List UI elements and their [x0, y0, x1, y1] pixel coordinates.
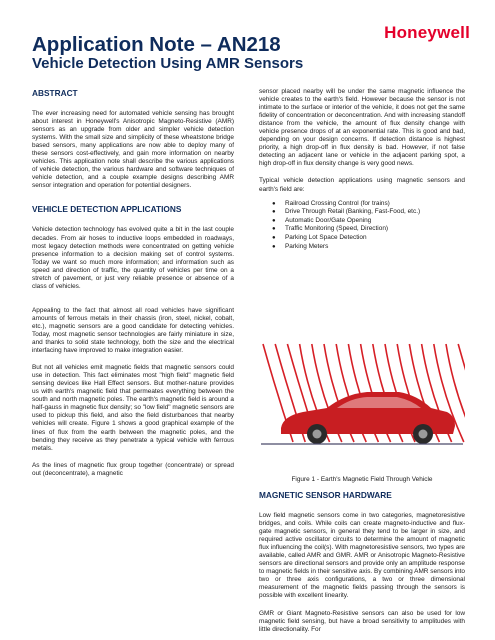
hardware-paragraph-1: Low field magnetic sensors come in two categories, magnetoresistive bridges, and coils. While coils can create magneto-inductive and flux-gate magnetic sensors, in general they tend to be larger in size, and required active oscillator circuits to determine the amount of magnetic flux influencing the coil(s). With magnetoresistive sensors, two types are available, called AMR and GMR. AMR or Anisotropic Magneto-Resistive sensors are directional sensors and provide only an amplitude response to magnetic fields in their sensitive axis. By combining AMR sensors into two or three axis configurations, a two or three dimensional measurement of the magnetic fields passing through the sensors is possible with excellent linearity. [259, 512, 465, 600]
list-item: ● Railroad Crossing Control (for trains) [272, 199, 390, 207]
page-subtitle: Vehicle Detection Using AMR Sensors [32, 55, 304, 72]
list-item: ● Traffic Monitoring (Speed, Direction) [272, 225, 389, 233]
bullet-icon: ● [272, 217, 276, 224]
right-column [259, 88, 465, 251]
abstract-text: The ever increasing need for automated vehicle sensing has brought about interest in Honeywell's Anisotropic Magneto-Resistive (AMR) sensors as an upgrade from older and simpler vehicle detection systems. With the small size and simplicity of these wheatstone bridge based sensors, many applications are now able to deploy many of these sensors cost-effectively, and gain more information on nearby vehicles. This application note shall describe the various applications of vehicle detection, the various hardware and software techniques of vehicle detection, and a couple example designs describing AMR sensor integration and operation for potential designers. [32, 110, 234, 190]
applications-paragraph-3: But not all vehicles emit magnetic fields that magnetic sensors could use in detection. This fact eliminates most "high field" magnetic field sensing devices like Hall Effect sensors. But mother-nature provides us with earth's magnetic field that permeates everything between the south and north magnetic poles. The earth's magnetic field is around a half-gauss in magnetic flux density; so "low field" magnetic sensors are used to pickup this field, and also the field disturbances that nearby vehicles will create. Figure 1 shows a good graphical example of the lines of flux from the earth between the magnetic poles, and the bending they receive as they penetrate a typical vehicle with ferrous metals. [32, 364, 234, 452]
hardware-heading: MAGNETIC SENSOR HARDWARE [259, 490, 392, 500]
honeywell-logo: Honeywell [384, 23, 470, 42]
figure-1 [259, 342, 465, 482]
applications-paragraph-4: As the lines of magnetic flux group together (concentrate) or spread out (deconcentrate), a magnetic [32, 461, 234, 477]
bullet-icon: ● [272, 226, 276, 233]
field-line [458, 344, 465, 442]
left-column [32, 88, 234, 478]
list-item: ● Parking Lot Space Detection [272, 233, 367, 241]
page-title: Application Note – AN218 [32, 33, 281, 56]
hardware-section [259, 490, 465, 634]
applications-paragraph-6: Typical vehicle detection applications using magnetic sensors and earth's field are: [259, 177, 465, 193]
list-item: ● Parking Meters [272, 242, 329, 250]
applications-heading: VEHICLE DETECTION APPLICATIONS [32, 204, 182, 215]
applications-paragraph-2: Appealing to the fact that almost all road vehicles have significant amounts of ferrous metals in their chassis (iron, steel, nickel, cobalt, etc.), magnetic sensors are a good candidate for detecting vehicles. Today, most magnetic sensor technologies are fairly miniature in size, and thanks to solid state technology, both the size and the electrical interfacing have improved to make integration easier. [32, 306, 234, 355]
applications-paragraph-5: sensor placed nearby will be under the same magnetic influence the vehicle creates to the earth's field. However because the sensor is not intimate to the surface or interior of the vehicle, it does not get the same fidelity of concentration or deconcentration. And with increasing standoff distance from the vehicle, the amount of flux density change with vehicle presence drops of at an exponential rate. This is good and bad, depending on your design concerns. If detection distance is highest priority, a high drop-off in flux density is bad. However, if not false detecting an adjacent lane or vehicle in the adjacent parking spot, a high drop-off in flux density change is very good news. [259, 88, 465, 168]
application-list [259, 200, 465, 252]
applications-paragraph-1: Vehicle detection technology has evolved quite a bit in the last couple decades. From air hoses to inductive loops embedded in roadways, most legacy detection methods were concentrated on getting vehicle presence information to a decision making set of control systems. Today we want so much more information; and information such as speed and direction of traffic, the quantity of vehicles per time on a stretch of pavement, or just very reliable presence or absence of a class of vehicles. [32, 226, 234, 290]
figure-caption: Figure 1 - Earth's Magnetic Field Through Vehicle [291, 476, 433, 483]
list-item: ● Automatic Door/Gate Opening [272, 216, 372, 224]
front-wheel-hub [313, 430, 322, 439]
magnetic-field-illustration [259, 342, 465, 482]
bullet-icon: ● [272, 209, 276, 216]
list-item: ● Drive Through Retail (Banking, Fast-Food, etc.) [272, 208, 421, 216]
bullet-icon: ● [272, 243, 276, 250]
bullet-icon: ● [272, 234, 276, 241]
abstract-heading: ABSTRACT [32, 88, 78, 98]
bullet-icon: ● [272, 200, 276, 207]
hardware-paragraph-2: GMR or Giant Magneto-Resistive sensors can also be used for low magnetic field sensing, but have a broad sensitivity to amplitudes with little directionality. For [259, 609, 465, 633]
rear-wheel-hub [419, 430, 428, 439]
vehicle-illustration [281, 392, 455, 444]
